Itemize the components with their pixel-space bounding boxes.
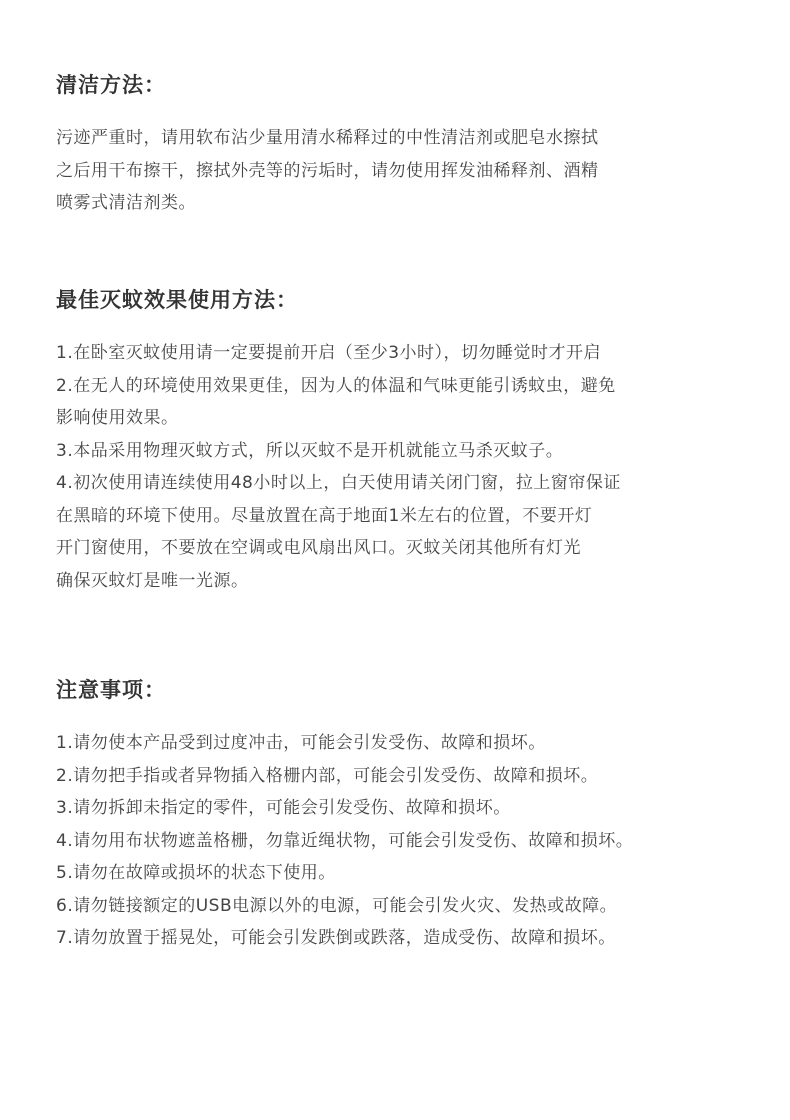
best-use-heading: 最佳灭蚊效果使用方法： (56, 288, 298, 312)
best-use-line: 1.在卧室灭蚊使用请一定要提前开启（至少3小时），切勿睡觉时才开启 (56, 343, 602, 363)
notes-item: 7.请勿放置于摇晃处，可能会引发跌倒或跌落，造成受伤、故障和损坏。 (56, 928, 616, 948)
notes-item: 3.请勿拆卸未指定的零件，可能会引发受伤、故障和损坏。 (56, 798, 511, 818)
cleaning-section (56, 70, 756, 220)
notes-item: 6.请勿链接额定的USB电源以外的电源，可能会引发火灾、发热或故障。 (56, 895, 618, 916)
cleaning-line: 喷雾式清洁剂类。 (56, 193, 196, 213)
notes-item: 2.请勿把手指或者异物插入格栅内部，可能会引发受伤、故障和损坏。 (56, 765, 599, 786)
best-use-list (56, 337, 756, 597)
best-use-line: 影响使用效果。 (56, 408, 179, 428)
cleaning-line: 之后用干布擦干，擦拭外壳等的污垢时，请勿使用挥发油稀释剂、酒精 (56, 160, 599, 181)
notes-item: 5.请勿在故障或损坏的状态下使用。 (56, 863, 336, 883)
notes-list (56, 727, 756, 955)
notes-item: 1.请勿使本产品受到过度冲击，可能会引发受伤、故障和损坏。 (56, 733, 546, 753)
cleaning-line: 污迹严重时，请用软布沾少量用清水稀释过的中性清洁剂或肥皂水擦拭 (56, 128, 599, 148)
best-use-line: 在黑暗的环境下使用。尽量放置在高于地面1米左右的位置，不要开灯 (56, 505, 593, 526)
notes-section (56, 675, 756, 955)
best-use-line: 4.初次使用请连续使用48小时以上，白天使用请关闭门窗，拉上窗帘保证 (56, 473, 621, 493)
best-use-line: 3.本品采用物理灭蚊方式，所以灭蚊不是开机就能立马杀灭蚊子。 (56, 440, 564, 461)
best-use-line: 确保灭蚊灯是唯一光源。 (56, 570, 249, 591)
notes-heading: 注意事项： (56, 678, 166, 702)
cleaning-heading: 清洁方法： (56, 73, 166, 97)
best-use-line: 2.在无人的环境使用效果更佳，因为人的体温和气味更能引诱蚊虫，避免 (56, 375, 616, 396)
cleaning-text (56, 122, 756, 220)
best-use-line: 开门窗使用，不要放在空调或电风扇出风口。灭蚊关闭其他所有灯光 (56, 538, 581, 558)
notes-item: 4.请勿用布状物遮盖格栅，勿靠近绳状物，可能会引发受伤、故障和损坏。 (56, 830, 634, 851)
best-use-section (56, 285, 756, 597)
